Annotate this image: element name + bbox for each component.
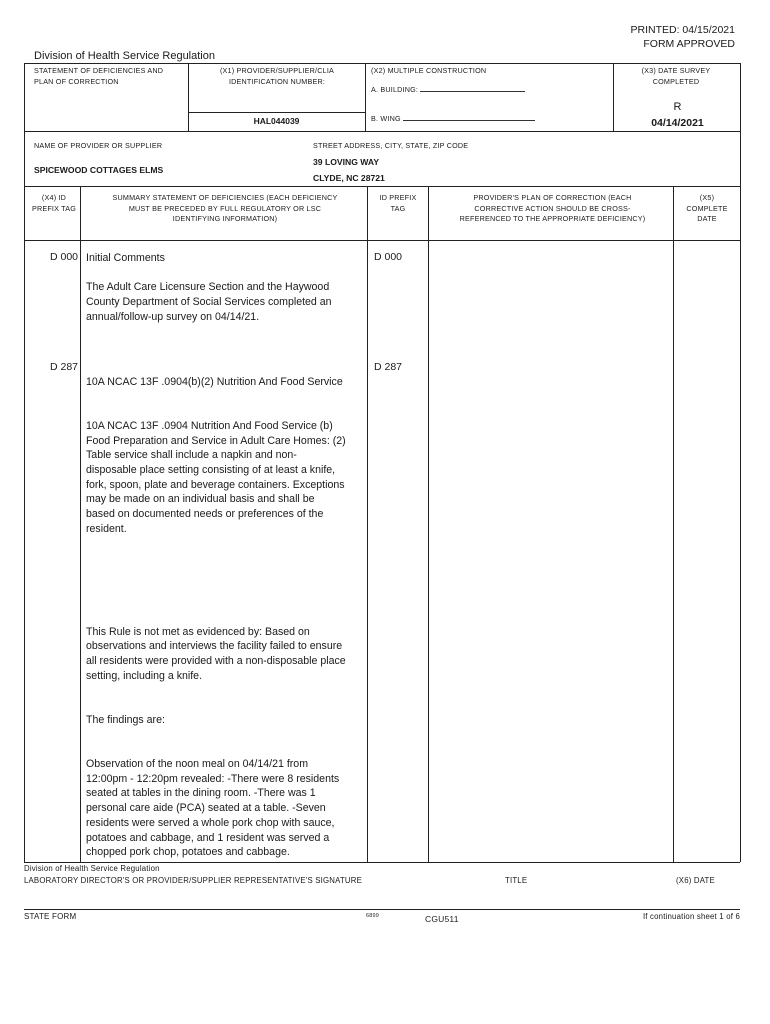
entry-summary bbox=[86, 251, 346, 339]
entry-paragraph: Initial Comments bbox=[86, 252, 165, 264]
provider-name: SPICEWOOD COTTAGES ELMS bbox=[34, 165, 164, 175]
statement-label: STATEMENT OF DEFICIENCIES AND PLAN OF CORRECTION bbox=[34, 66, 164, 86]
entry-tag: D 287 bbox=[50, 361, 79, 373]
address-line-2: CLYDE, NC 28721 bbox=[313, 173, 385, 183]
entry-paragraph: The findings are: bbox=[86, 713, 165, 726]
summary-header: SUMMARY STATEMENT OF DEFICIENCIES (EACH DEFICIENCY MUST BE PRECEDED BY FULL REGULATORY OR LSC IDENTIFYING INFORMATION) bbox=[112, 193, 338, 223]
x4-header: (X4) ID PREFIX TAG bbox=[31, 193, 77, 213]
entry-paragraph: This Rule is not met as evidenced by: Based on observations and interviews the facility failed to ensure all residents were provided with a non-disposable place setting, including a knife. bbox=[86, 625, 346, 682]
x1-label: (X1) PROVIDER/SUPPLIER/CLIA IDENTIFICATION NUMBER: bbox=[219, 66, 335, 86]
x5-header: (X5) COMPLETE DATE bbox=[686, 193, 728, 223]
entry-paragraph: 10A NCAC 13F .0904(b)(2) Nutrition And Food Service bbox=[86, 375, 343, 388]
wing-label: B. WING bbox=[371, 114, 401, 123]
footer-division: Division of Health Service Regulation bbox=[24, 864, 160, 873]
provider-name-label: NAME OF PROVIDER OR SUPPLIER bbox=[34, 141, 163, 150]
entry-paragraph: 10A NCAC 13F .0904 Nutrition And Food Service (b) Food Preparation and Service in Adult Care Homes: (2) Table service shall include a napkin and non-disposable place setting consisting of at least a knife, fork, spoon, plate and beverage containers. Exceptions may be made on an individual basis and shall be based on documented needs or preferences of the resident. bbox=[86, 419, 346, 535]
id-prefix-header: ID PREFIX TAG bbox=[379, 193, 417, 213]
form-number: 6899 bbox=[366, 913, 380, 919]
building-label: A. BUILDING: bbox=[371, 85, 419, 94]
x2-label: (X2) MULTIPLE CONSTRUCTION bbox=[371, 66, 487, 75]
building-blank bbox=[420, 83, 525, 92]
provider-id: HAL044039 bbox=[253, 116, 300, 126]
form-code: CGU511 bbox=[425, 914, 459, 924]
form-status: FORM APPROVED bbox=[643, 37, 735, 50]
wing-row bbox=[371, 112, 535, 125]
survey-code: R bbox=[673, 101, 682, 113]
address-line-1: 39 LOVING WAY bbox=[313, 157, 380, 167]
printed-date: PRINTED: 04/15/2021 bbox=[630, 24, 735, 36]
entry-summary-continued bbox=[86, 610, 346, 875]
entry-summary bbox=[86, 360, 346, 566]
plan-header: PROVIDER'S PLAN OF CORRECTION (EACH CORRECTIVE ACTION SHOULD BE CROSS-REFERENCED TO THE APPROPRIATE DEFICIENCY) bbox=[459, 193, 646, 223]
entry-paragraph: The Adult Care Licensure Section and the Haywood County Department of Social Services completed an annual/follow-up survey on 04/14/21. bbox=[86, 281, 332, 323]
date-label: (X6) DATE bbox=[676, 876, 715, 885]
continuation-label: If continuation sheet 1 of 6 bbox=[642, 912, 740, 921]
wing-blank bbox=[403, 112, 535, 121]
state-form-label: STATE FORM bbox=[24, 912, 77, 921]
title-label: TITLE bbox=[505, 876, 528, 885]
entry-tag: D 000 bbox=[50, 251, 79, 263]
division-title: Division of Health Service Regulation bbox=[34, 50, 215, 62]
entry-paragraph: Observation of the noon meal on 04/14/21 from 12:00pm - 12:20pm revealed: -There were 8 residents seated at tables in the dining room. -There was 1 personal care aide (PCA) seated at a table. -Seven residents were served a whole pork chop with sauce, potatoes and cabbage, and 1 resident was served a chopped pork chop, potatoes and cabbage. bbox=[86, 758, 340, 859]
entry-id-tag: D 287 bbox=[374, 361, 403, 373]
entry-id-tag: D 000 bbox=[374, 251, 403, 263]
x3-label: (X3) DATE SURVEY COMPLETED bbox=[641, 66, 711, 86]
address-label: STREET ADDRESS, CITY, STATE, ZIP CODE bbox=[313, 141, 469, 150]
signature-label: LABORATORY DIRECTOR'S OR PROVIDER/SUPPLIER REPRESENTATIVE'S SIGNATURE bbox=[24, 876, 362, 885]
building-row bbox=[371, 83, 525, 96]
survey-date: 04/14/2021 bbox=[651, 117, 704, 129]
